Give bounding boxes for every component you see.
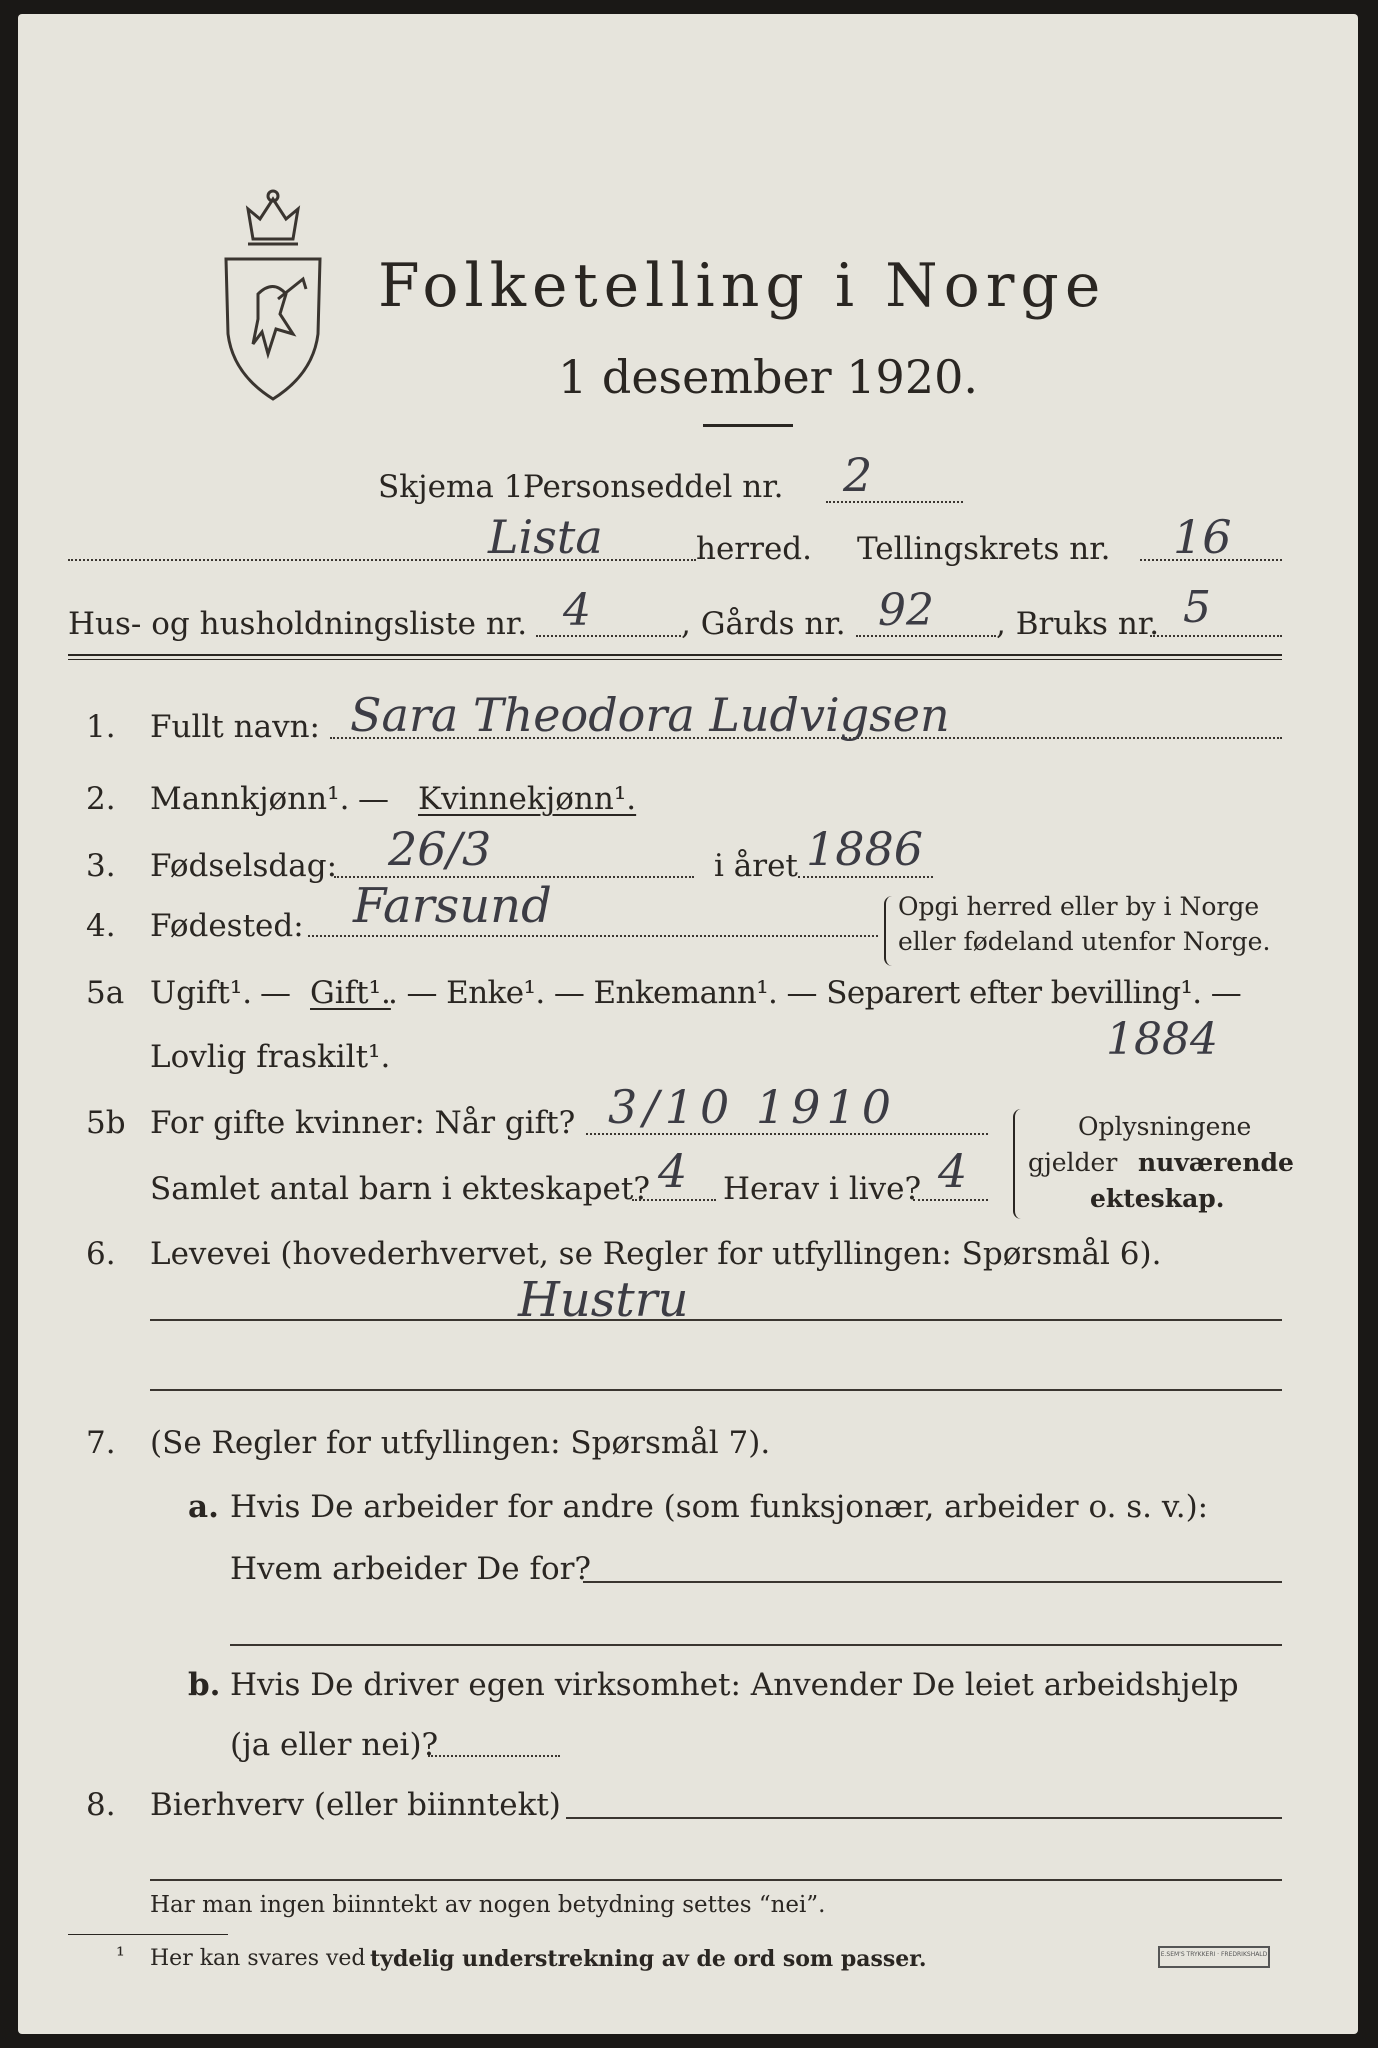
herred-value: Lista <box>488 510 603 564</box>
q1-value: Sara Theodora Ludvigsen <box>350 688 950 742</box>
q5b-note-2a: gjelder <box>1028 1148 1118 1177</box>
q3-year-value: 1886 <box>806 822 924 876</box>
footnote-number: ¹ <box>116 1944 125 1969</box>
q7a-text: Hvis De arbeider for andre (som funksjonær, arbeider o. s. v.): <box>230 1489 1209 1525</box>
q7b-text: Hvis De driver egen virksomhet: Anvender De leiet arbeidshjelp <box>230 1667 1239 1703</box>
q5b-barn-value: 4 <box>658 1144 688 1198</box>
biinntekt-note: Har man ingen biinntekt av nogen betydning settes “nei”. <box>150 1892 826 1918</box>
bruks-value: 5 <box>1183 582 1211 633</box>
q5b-note-3: ekteskap. <box>1090 1184 1225 1213</box>
q1-number: 1. <box>86 709 116 745</box>
census-date: 1 desember 1920. <box>558 350 978 404</box>
q5a-gift: Gift¹. <box>310 975 391 1011</box>
q6-value: Hustru <box>518 1272 689 1328</box>
bruks-line <box>1150 635 1282 637</box>
footnote-text-a: Her kan svares ved <box>150 1946 366 1971</box>
hus-value: 4 <box>563 585 591 636</box>
q6-number: 6. <box>86 1236 116 1272</box>
q8-number: 8. <box>86 1787 116 1823</box>
q4-value: Farsund <box>353 878 552 934</box>
q7b-letter: b. <box>188 1667 221 1703</box>
q5b-live-value: 4 <box>938 1144 968 1198</box>
q5b-brace <box>1013 1109 1025 1219</box>
q2-kvinnekjonn: Kvinnekjønn¹. <box>418 781 637 817</box>
footnote-rule <box>68 1934 228 1935</box>
q8-label: Bierhverv (eller biinntekt) <box>150 1787 561 1823</box>
q4-note-2: eller fødeland utenfor Norge. <box>898 927 1271 956</box>
q8-line-1 <box>566 1817 1282 1819</box>
q3-year-line <box>798 876 933 878</box>
q2-dash: — <box>358 781 389 817</box>
q5b-number: 5b <box>86 1105 126 1141</box>
q3-label: Fødselsdag: <box>150 848 338 884</box>
q7-label: (Se Regler for utfyllingen: Spørsmål 7). <box>150 1425 771 1461</box>
census-form-page <box>18 14 1358 2034</box>
q5b-note-1: Oplysningene <box>1078 1112 1252 1141</box>
form-title: Folketelling i Norge <box>378 251 1107 321</box>
footnote-text-b: tydelig understrekning av de ord som passer. <box>370 1946 927 1972</box>
q6-label: Levevei (hovederhvervet, se Regler for utfyllingen: Spørsmål 6). <box>150 1236 1162 1272</box>
q7b-line <box>428 1755 560 1757</box>
gards-value: 92 <box>878 585 934 636</box>
q5b-gift-value: 3/10 1910 <box>608 1080 897 1134</box>
skjema-label: Skjema 1. <box>378 469 534 505</box>
header-rule <box>68 654 1282 656</box>
q7a-letter: a. <box>188 1489 219 1525</box>
q4-label: Fødested: <box>150 908 304 944</box>
q7a-line-2 <box>230 1644 1282 1646</box>
q5b-live-line <box>913 1199 988 1201</box>
bruks-label: , Bruks nr. <box>996 606 1160 642</box>
q1-label: Fullt navn: <box>150 709 320 745</box>
header-rule-2 <box>68 659 1282 660</box>
q5a-margin-note: 1884 <box>1106 1014 1218 1065</box>
gards-label: , Gårds nr. <box>681 606 846 642</box>
coat-of-arms-icon <box>218 184 328 404</box>
q5b-barn-line <box>632 1199 716 1201</box>
q7b-question: (ja eller nei)? <box>230 1727 439 1763</box>
q5a-ugift: Ugift¹. <box>150 975 253 1011</box>
q2-number: 2. <box>86 781 116 817</box>
q7-number: 7. <box>86 1425 116 1461</box>
q8-line-2 <box>150 1879 1282 1881</box>
personseddel-value: 2 <box>843 448 873 502</box>
q7a-line-1 <box>583 1581 1282 1583</box>
q5a-dash: — <box>260 975 291 1011</box>
personseddel-label: Personseddel nr. <box>523 469 784 505</box>
q5b-note-2b: nuværende <box>1138 1148 1294 1177</box>
q4-line <box>308 935 878 937</box>
q5b-label: For gifte kvinner: Når gift? <box>150 1105 576 1141</box>
q6-line-1 <box>150 1319 1282 1321</box>
hus-line <box>536 635 681 637</box>
q2-mannkjonn: Mannkjønn¹. <box>150 781 350 817</box>
q3-number: 3. <box>86 848 116 884</box>
q5b-live-label: Herav i live? <box>723 1171 922 1207</box>
q5a-options: . — Enke¹. — Enkemann¹. — Separert efter bevilling¹. — <box>388 975 1242 1011</box>
q4-number: 4. <box>86 908 116 944</box>
q3-aaret-label: i året <box>714 848 798 884</box>
q7a-question: Hvem arbeider De for? <box>230 1551 592 1587</box>
tellingskrets-value: 16 <box>1173 510 1232 564</box>
hus-label: Hus- og husholdningsliste nr. <box>68 606 528 642</box>
q4-brace <box>884 896 894 966</box>
q5a-fraskilt: Lovlig fraskilt¹. <box>150 1039 391 1075</box>
title-divider <box>703 424 793 427</box>
q5a-number: 5a <box>86 975 125 1011</box>
q3-day-value: 26/3 <box>388 822 492 876</box>
q4-note-1: Opgi herred eller by i Norge <box>898 892 1260 921</box>
tellingskrets-label: Tellingskrets nr. <box>857 531 1111 567</box>
herred-label: herred. <box>696 531 812 567</box>
printer-stamp: E.SEM'S TRYKKERI · FREDRIKSHALD <box>1158 1946 1270 1968</box>
q5b-barn-label: Samlet antal barn i ekteskapet? <box>150 1171 650 1207</box>
q6-line-2 <box>150 1389 1282 1391</box>
